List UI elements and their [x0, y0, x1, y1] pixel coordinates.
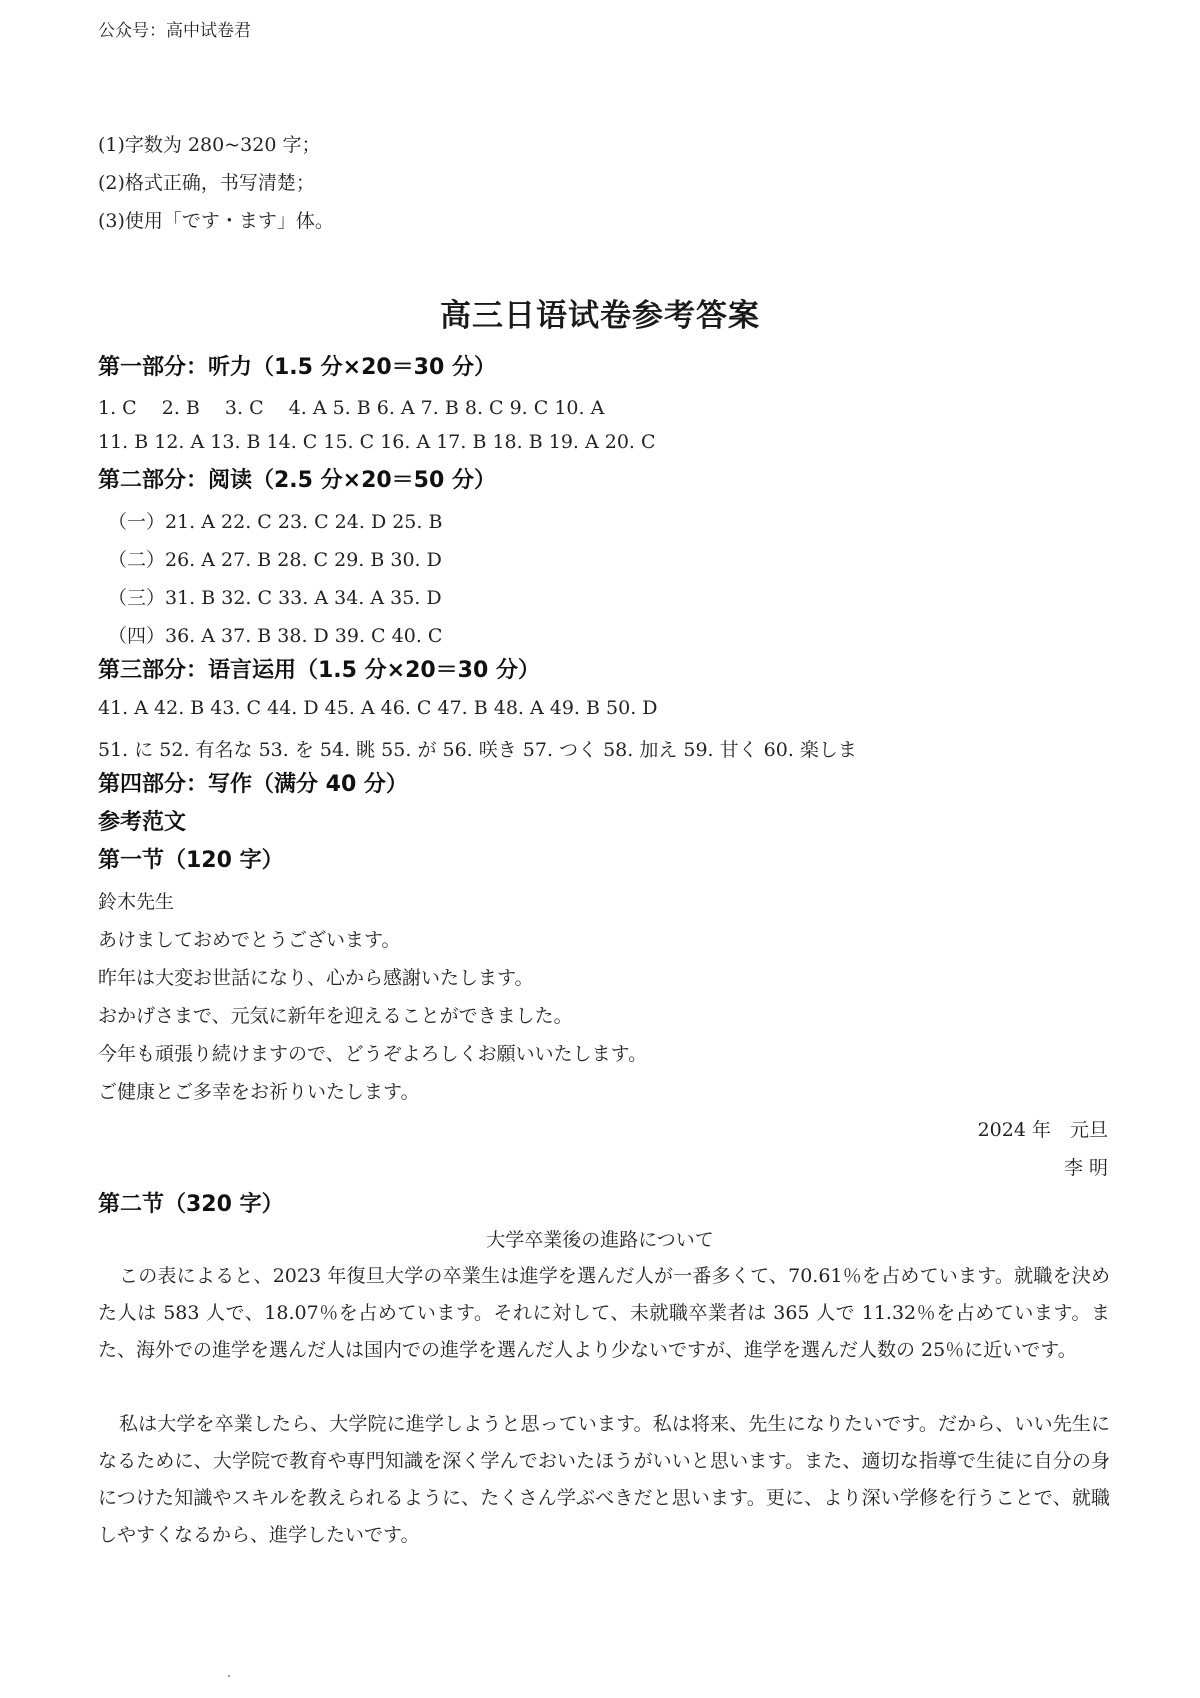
- letter-line-2: あけましておめでとうございます。: [98, 929, 401, 951]
- letter-line-1: 鈴木先生: [98, 891, 175, 913]
- essay-paragraph-1: この表によると、2023 年復旦大学の卒業生は進学を選んだ人が一番多くて、70.61％を占めています。就職を決めた人は 583 人で、18.07％を占めています。それに対して、未就職卒業者は 365 人で 11.32％を占めています。また、海外での進学を選んだ人は国内での進学を選んだ人より少ないですが、進学を選んだ人数の 25％に近いです。: [98, 1265, 1110, 1361]
- part2-answers-line-1: （一）21. A 22. C 23. C 24. D 25. B: [108, 511, 443, 533]
- part1-answers-line-2: 11. B 12. A 13. B 14. C 15. C 16. A 17. B 18. B 19. A 20. C: [98, 431, 656, 453]
- part1-answers-line-1: 1. C 2. B 3. C 4. A 5. B 6. A 7. B 8. C 9. C 10. A: [98, 397, 605, 419]
- part3-answers-line-2: 51. に 52. 有名な 53. を 54. 眺 55. が 56. 咲き 57. つく 58. 加え 59. 甘く 60. 楽しま: [98, 739, 857, 761]
- part3-answers-line-1: 41. A 42. B 43. C 44. D 45. A 46. C 47. B 48. A 49. B 50. D: [98, 697, 658, 719]
- part2-answers-line-4: （四）36. A 37. B 38. D 39. C 40. C: [108, 625, 443, 647]
- part2-heading: 第二部分：阅读（2.5 分×20＝50 分）: [98, 468, 496, 493]
- part2-answers-line-3: （三）31. B 32. C 33. A 34. A 35. D: [108, 587, 442, 609]
- page-title: 高三日语试卷参考答案: [440, 298, 760, 334]
- section1-heading: 第一节（120 字）: [98, 848, 284, 873]
- letter-line-5: 今年も頑張り続けますので、どうぞよろしくお願いいたします。: [98, 1043, 648, 1065]
- part2-answers-line-2: （二）26. A 27. B 28. C 29. B 30. D: [108, 549, 442, 571]
- part1-heading: 第一部分：听力（1.5 分×20＝30 分）: [98, 355, 496, 380]
- header-tag: 公众号：高中试卷君: [98, 21, 251, 41]
- essay-paragraph-2: 私は大学を卒業したら、大学院に進学しようと思っています。私は将来、先生になりたいです。だから、いい先生になるために、大学院で教育や専門知識を深く学んでおいたほうがいいと思います。また、適切な指導で生徒に自分の身につけた知識やスキルを教えられるように、たくさん学ぶべきだと思います。更に、より深い学修を行うことで、就職しやすくなるから、進学したいです。: [98, 1413, 1110, 1546]
- section2-heading: 第二节（320 字）: [98, 1192, 284, 1217]
- essay-title: 大学卒業後の進路について: [486, 1229, 714, 1251]
- letter-signature: 李 明: [1063, 1157, 1108, 1179]
- page-dot: [228, 1675, 230, 1677]
- letter-line-4: おかげさまで、元気に新年を迎えることができました。: [98, 1005, 573, 1027]
- letter-date: 2024 年 元旦: [977, 1119, 1108, 1141]
- letter-line-6: ご健康とご多幸をお祈りいたします。: [98, 1081, 420, 1103]
- letter-line-3: 昨年は大変お世話になり、心から感謝いたします。: [98, 967, 534, 989]
- requirement-1: (1)字数为 280~320 字；: [98, 134, 321, 156]
- requirement-2: (2)格式正确，书写清楚；: [98, 172, 315, 194]
- part4-heading: 第四部分：写作（满分 40 分）: [98, 772, 408, 797]
- requirement-3: (3)使用「です・ます」体。: [98, 210, 334, 232]
- part3-heading: 第三部分：语言运用（1.5 分×20＝30 分）: [98, 658, 540, 683]
- sample-heading: 参考范文: [98, 810, 187, 835]
